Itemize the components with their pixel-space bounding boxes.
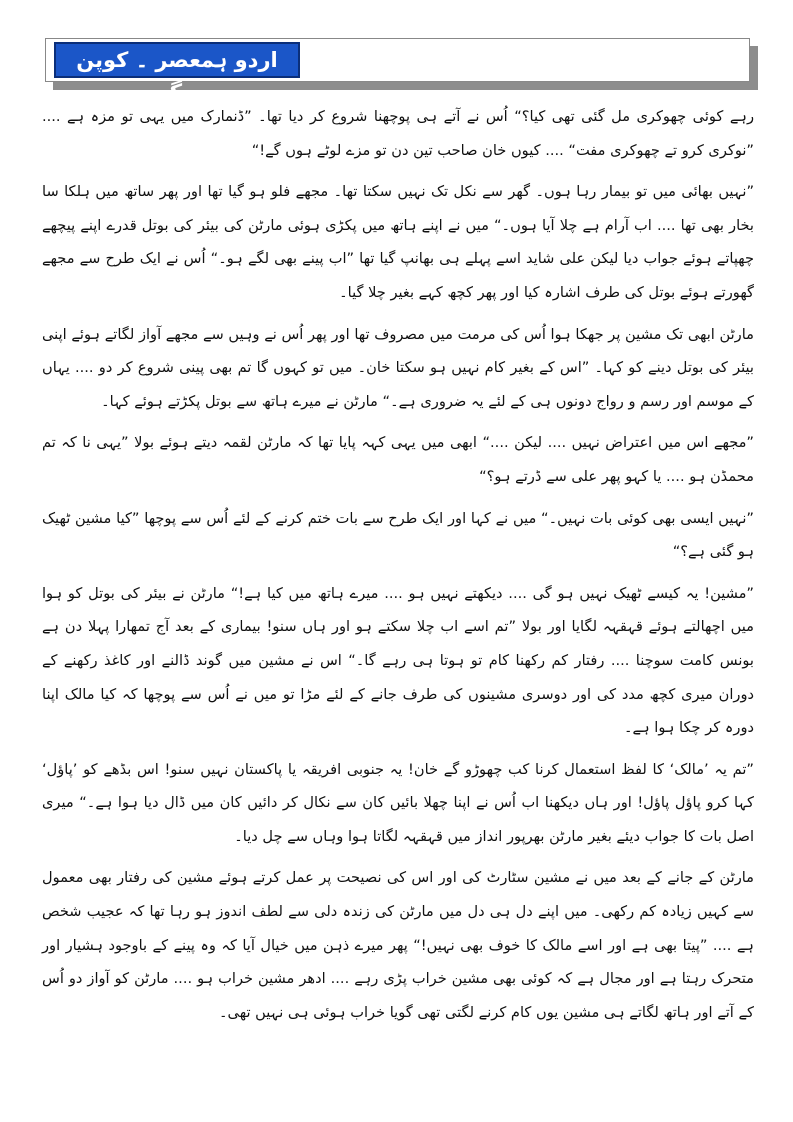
article-body	[42, 100, 754, 1029]
paragraph-2: ”نہیں بھائی میں تو بیمار رہا ہوں۔ گھر سے نکل تک نہیں سکتا تھا۔ مجھے فلو ہو گیا تھا اور پھر ساتھ میں ہلکا سا بخار بھی تھا .... اب آرام ہے چلا آیا ہوں۔“ میں نے اپنے ہاتھ میں پکڑی ہوئی مارٹن کی بیئر کی بوتل قدرے اپنے پیچھے چھپاتے ہوئے جواب دیا لیکن علی شاید اسے پہلے ہی بھانپ گیا تھا ”اب پینے بھی لگے ہو۔“ اُس نے ایک طرح سے مجھے گھورتے ہوئے بوتل کی طرف اشارہ کیا اور پھر کچھ کہے بغیر چلا گیا۔	[42, 183, 754, 301]
paragraph-6: ”مشین! یہ کیسے ٹھیک نہیں ہو گی .... دیکھتے نہیں ہو .... میرے ہاتھ میں کیا ہے!“ مارٹن نے بیئر کی بوتل کو ہوا میں اچھالتے ہوئے قہقہہ لگایا اور بولا ”تم اسے اب چلا سکتے ہو اور ہاں سنو! بیماری کے بعد آج تمھارا پہلا دن ہے بونس کامت سوچنا .... رفتار کم رکھنا کام تو ہوتا ہی رہے گا۔“ اس نے مشین میں گوند ڈالنے اور کاغذ رکھنے کے دوران میری کچھ مدد کی اور دوسری مشینوں کی طرف جانے کے لئے مڑا تو میں نے اُس سے پوچھا کہ کیا مالک اپنا دورہ کر چکا ہوا ہے۔	[42, 584, 754, 737]
paragraph-8: مارٹن کے جانے کے بعد میں نے مشین سٹارٹ کی اور اس کی نصیحت پر عمل کرتے ہوئے مشین کی رفتار بھی معمول سے کہیں زیادہ کم رکھی۔ میں اپنے دل ہی دل میں مارٹن کی زندہ دلی سے لطف اندوز ہو رہا تھا کہ عجیب شخص ہے .... ”پیتا بھی ہے اور اسے مالک کا خوف بھی نہیں!“ پھر میرے ذہن میں خیال آیا کہ وہ پینے کے باوجود ہشیار اور متحرک رہتا ہے اور مجال ہے کہ کوئی بھی مشین خراب پڑی رہے .... ادھر مشین خراب ہو .... مارٹن کو آواز دو اُس کے آتے اور ہاتھ لگاتے ہی مشین یوں کام کرنے لگتی تھی گویا خراب ہوئی ہی نہیں تھی۔	[42, 869, 754, 1021]
magazine-title: اردو ہمعصر ۔ کوپن ہیگن	[54, 42, 300, 78]
header-banner	[45, 38, 758, 104]
paragraph-7: ”تم یہ ’مالک‘ کا لفظ استعمال کرنا کب چھوڑو گے خان! یہ جنوبی افریقہ یا پاکستان نہیں سنو! اس بڈھے کو ’پاؤل‘ کہا کرو پاؤل پاؤل! اور ہاں دیکھنا اب اُس نے اپنا چھلا بائیں کان سے نکال کر دائیں کان میں ڈال دیا ہوا ہے۔“ میری اصل بات کا جواب دیئے بغیر مارٹن بھرپور انداز میں قہقہہ لگاتا ہوا وہاں سے چل دیا۔	[42, 760, 754, 845]
paragraph-5: ”نہیں ایسی بھی کوئی بات نہیں۔“ میں نے کہا اور ایک طرح سے بات ختم کرنے کے لئے اُس سے پوچھا ”کیا مشین ٹھیک ہو گئی ہے؟“	[42, 509, 754, 561]
paragraph-4: ”مجھے اس میں اعتراض نہیں .... لیکن ....“ ابھی میں یہی کہہ پایا تھا کہ مارٹن لقمہ دیتے ہوئے بولا ”یہی نا کہ تم محمڈن ہو .... یا کہو پھر علی سے ڈرتے ہو؟“	[42, 434, 754, 485]
paragraph-3: مارٹن ابھی تک مشین پر جھکا ہوا اُس کی مرمت میں مصروف تھا اور پھر اُس نے وہیں سے مجھے آواز لگاتے ہوئے اپنی بیئر کی بوتل دینے کو کہا۔ ”اس کے بغیر کام نہیں ہو سکتا خان۔ میں تو کہوں گا تم بھی پینی شروع کر دو .... یہاں کے موسم اور رسم و رواج دونوں ہی کے لئے یہ ضروری ہے۔“ مارٹن نے میرے ہاتھ سے بوتل پکڑتے ہوئے کہا۔	[42, 325, 754, 410]
paragraph-1: رہے کوئی چھوکری مل گئی تھی کیا؟“ اُس نے آتے ہی پوچھنا شروع کر دیا تھا۔ ”ڈنمارک میں یہی تو مزہ ہے .... ”نوکری کرو تے چھوکری مفت“ .... کیوں خان صاحب تین دن تو مزے لوٹے ہوں گے!“	[42, 108, 754, 159]
banner-bar	[45, 38, 750, 104]
